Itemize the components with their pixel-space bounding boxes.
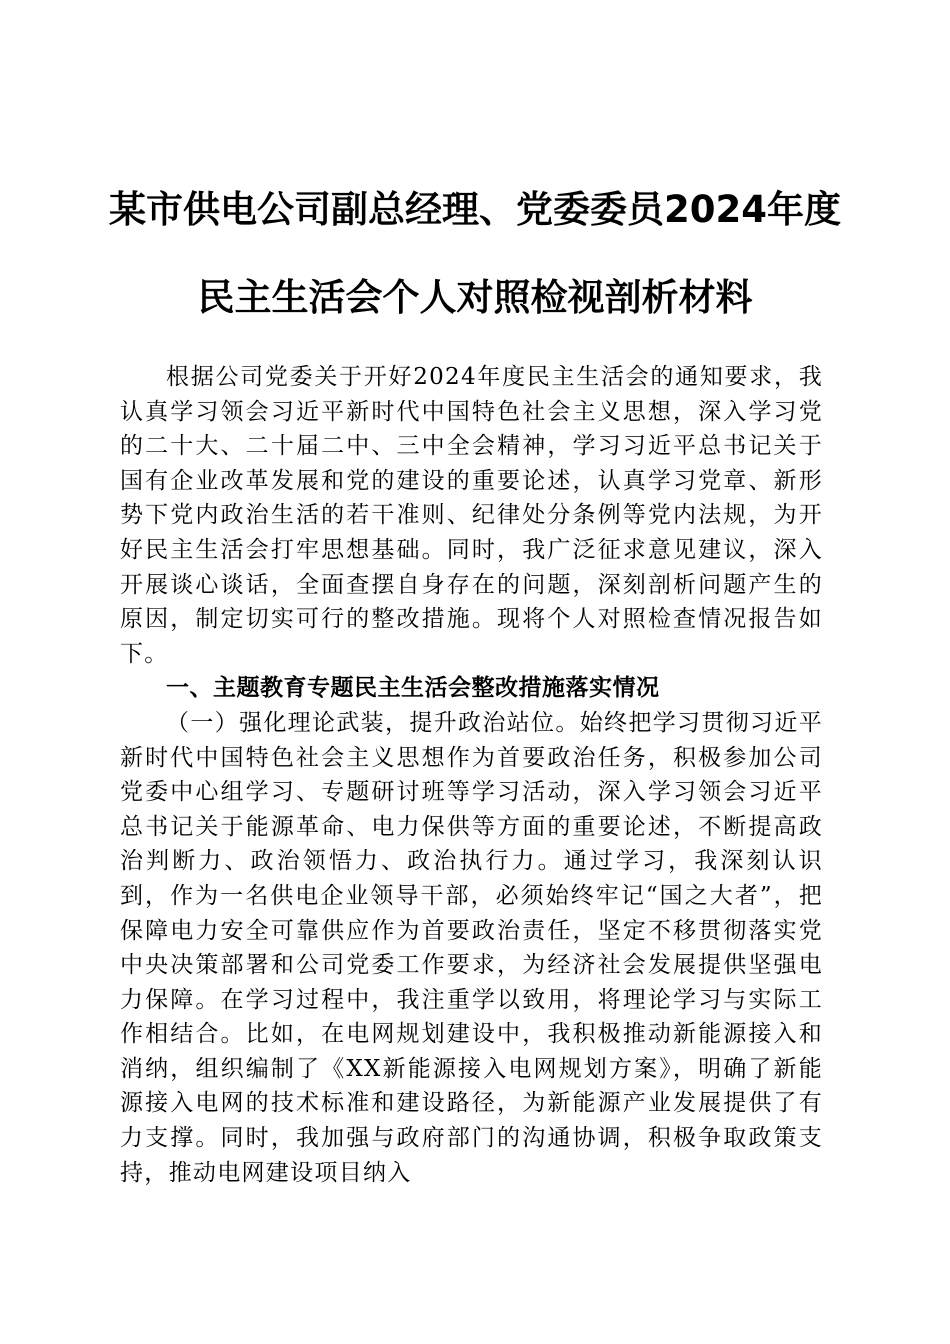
intro-paragraph: 根据公司党委关于开好2024年度民主生活会的通知要求，我认真学习领会习近平新时代中国特色社会主义思想，深入学习党的二十大、二十届二中、三中全会精神，学习习近平总书记关于国有企业改革发展和党的建设的重要论述，认真学习党章、新形势下党内政治生活的若干准则、纪律处分条例等党内法规，为开好民主生活会打牢思想基础。同时，我广泛征求意见建议，深入开展谈心谈话，全面查摆自身存在的问题，深刻剖析问题产生的原因，制定切实可行的整改措施。现将个人对照检查情况报告如下。: [120, 364, 823, 667]
subsection-body-1: 始终把学习贯彻习近平新时代中国特色社会主义思想作为首要政治任务，积极参加公司党委中心组学习、专题研讨班等学习活动，深入学习领会习近平总书记关于能源革命、电力保供等方面的重要论述，不断提高政治判断力、政治领悟力、政治执行力。通过学习，我深刻认识到，作为一名供电企业领导干部，必须始终牢记“国之大者”，把保障电力安全可靠供应作为首要政治责任，坚定不移贯彻落实党中央决策部署和公司党委工作要求，为经济社会发展提供坚强电力保障。在学习过程中，我注重学以致用，将理论学习与实际工作相结合。比如，在电网规划建设中，我积极推动新能源接入和消纳，组织编制了《XX新能源接入电网规划方案》，明确了新能源接入电网的技术标准和建设路径，为新能源产业发展提供了有力支撑。同时，我加强与政府部门的沟通协调，积极争取政策支持，推动电网建设项目纳入: [120, 709, 823, 1186]
subsection-paragraph-1: [120, 706, 823, 1190]
section-heading-1: 一、主题教育专题民主生活会整改措施落实情况: [166, 675, 660, 702]
document-body: [120, 360, 823, 1190]
subsection-lead-1: （一）强化理论武装，提升政治站位。: [166, 709, 580, 736]
title-line-1: 某市供电公司副总经理、党委委员2024年度: [109, 188, 841, 231]
document-title: [90, 166, 860, 342]
title-line-2: 民主生活会个人对照检视剖析材料: [197, 276, 753, 319]
